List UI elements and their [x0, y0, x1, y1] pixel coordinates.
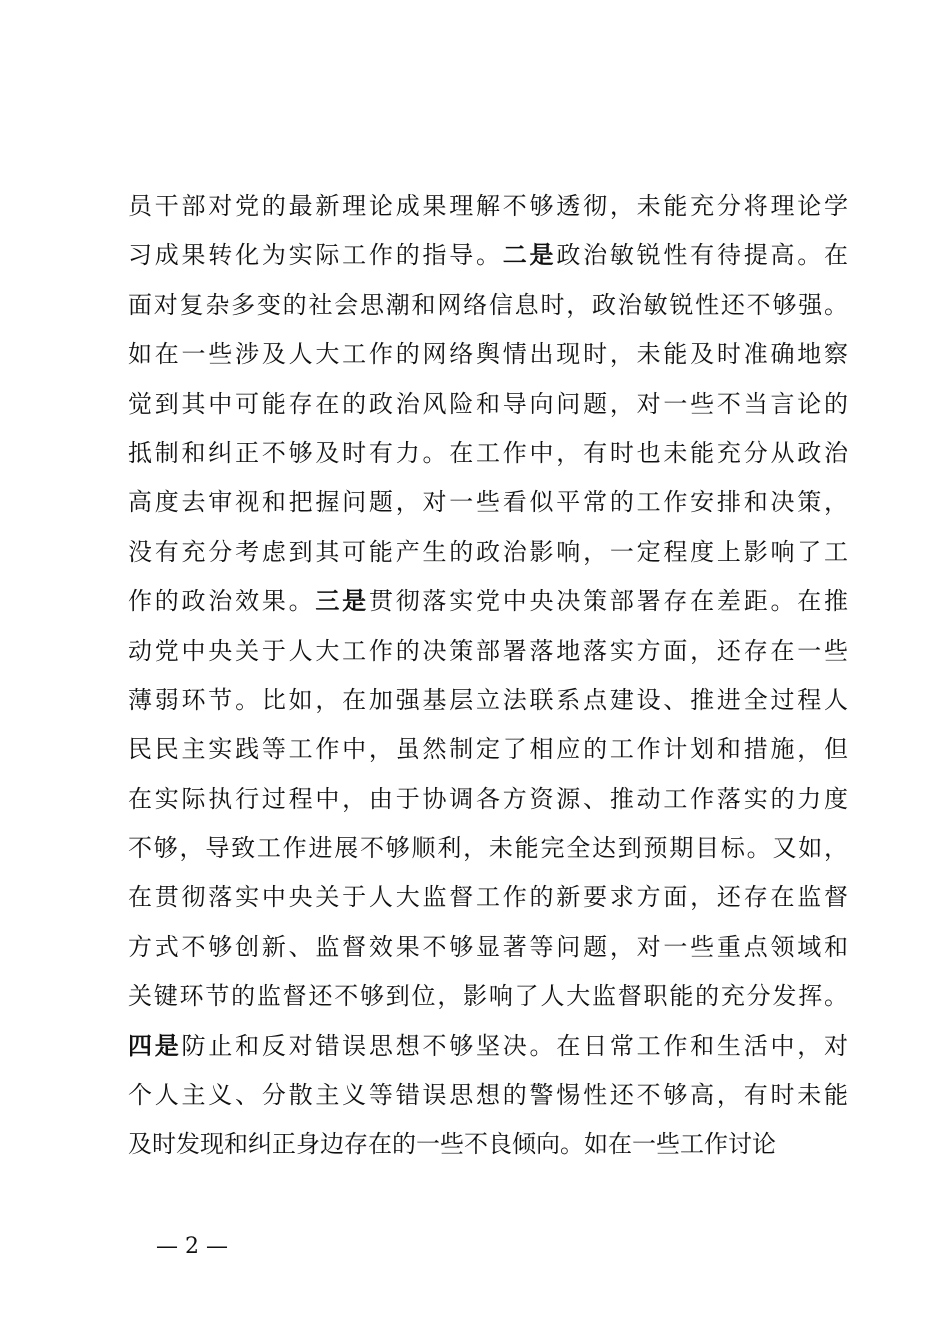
text-run: 在贯彻落实中央关于人大监督工作的新要求方面，还存在监督 [128, 883, 848, 912]
text-line [128, 873, 848, 922]
text-run: 贯彻落实党中央决策部署存在差距。在推 [368, 587, 849, 616]
text-line [128, 972, 848, 1021]
body-text [128, 182, 848, 1170]
text-line [128, 627, 848, 676]
text-line [128, 330, 848, 379]
page-number: — 2 — [156, 1234, 228, 1259]
text-run: 面对复杂多变的社会思潮和网络信息时，政治敏锐性还不够强。 [128, 290, 848, 319]
text-line [128, 528, 848, 577]
text-run: 不够，导致工作进展不够顺利，未能完全达到预期目标。又如， [128, 834, 848, 863]
text-run: 个人主义、分散主义等错误思想的警惕性还不够高，有时未能 [128, 1081, 848, 1110]
text-run: 高度去审视和把握问题，对一些看似平常的工作安排和决策， [128, 488, 848, 517]
text-run: 在实际执行过程中，由于协调各方资源、推动工作落实的力度 [128, 784, 848, 813]
text-line [128, 478, 848, 527]
text-run: 觉到其中可能存在的政治风险和导向问题，对一些不当言论的 [128, 389, 848, 418]
text-line [128, 577, 848, 626]
text-run: 没有充分考虑到其可能产生的政治影响，一定程度上影响了工 [128, 537, 848, 566]
bold-heading-marker: 三是 [315, 587, 369, 616]
text-line [128, 725, 848, 774]
text-line [128, 1022, 848, 1071]
text-line [128, 281, 848, 330]
text-run: 关键环节的监督还不够到位，影响了人大监督职能的充分发挥。 [128, 982, 848, 1011]
text-run: 动党中央关于人大工作的决策部署落地落实方面，还存在一些 [128, 636, 848, 665]
text-run: 员干部对党的最新理论成果理解不够透彻，未能充分将理论学 [128, 192, 848, 220]
text-line [128, 775, 848, 824]
text-line [128, 923, 848, 972]
text-line [128, 182, 848, 231]
text-line [128, 1120, 848, 1169]
text-line [128, 676, 848, 725]
text-line [128, 429, 848, 478]
text-line [128, 231, 848, 280]
text-run: 作的政治效果。 [128, 587, 316, 616]
text-run: 民民主实践等工作中，虽然制定了相应的工作计划和措施，但 [128, 735, 848, 764]
text-line [128, 824, 848, 873]
text-run: 方式不够创新、监督效果不够显著等问题，对一些重点领域和 [128, 932, 848, 961]
bold-heading-marker: 二是 [502, 241, 557, 270]
bold-heading-marker: 四是 [128, 1031, 182, 1060]
text-line [128, 380, 848, 429]
text-run: 防止和反对错误思想不够坚决。在日常工作和生活中，对 [181, 1031, 849, 1060]
text-run: 抵制和纠正不够及时有力。在工作中，有时也未能充分从政治 [128, 438, 848, 467]
text-run: 习成果转化为实际工作的指导。 [128, 241, 503, 270]
text-line [128, 1071, 848, 1120]
text-run: 政治敏锐性有待提高。在 [556, 241, 849, 270]
text-run: 及时发现和纠正身边存在的一些不良倾向。如在一些工作讨论 [128, 1130, 776, 1159]
text-run: 薄弱环节。比如，在加强基层立法联系点建设、推进全过程人 [128, 685, 848, 714]
text-run: 如在一些涉及人大工作的网络舆情出现时，未能及时准确地察 [128, 340, 848, 369]
